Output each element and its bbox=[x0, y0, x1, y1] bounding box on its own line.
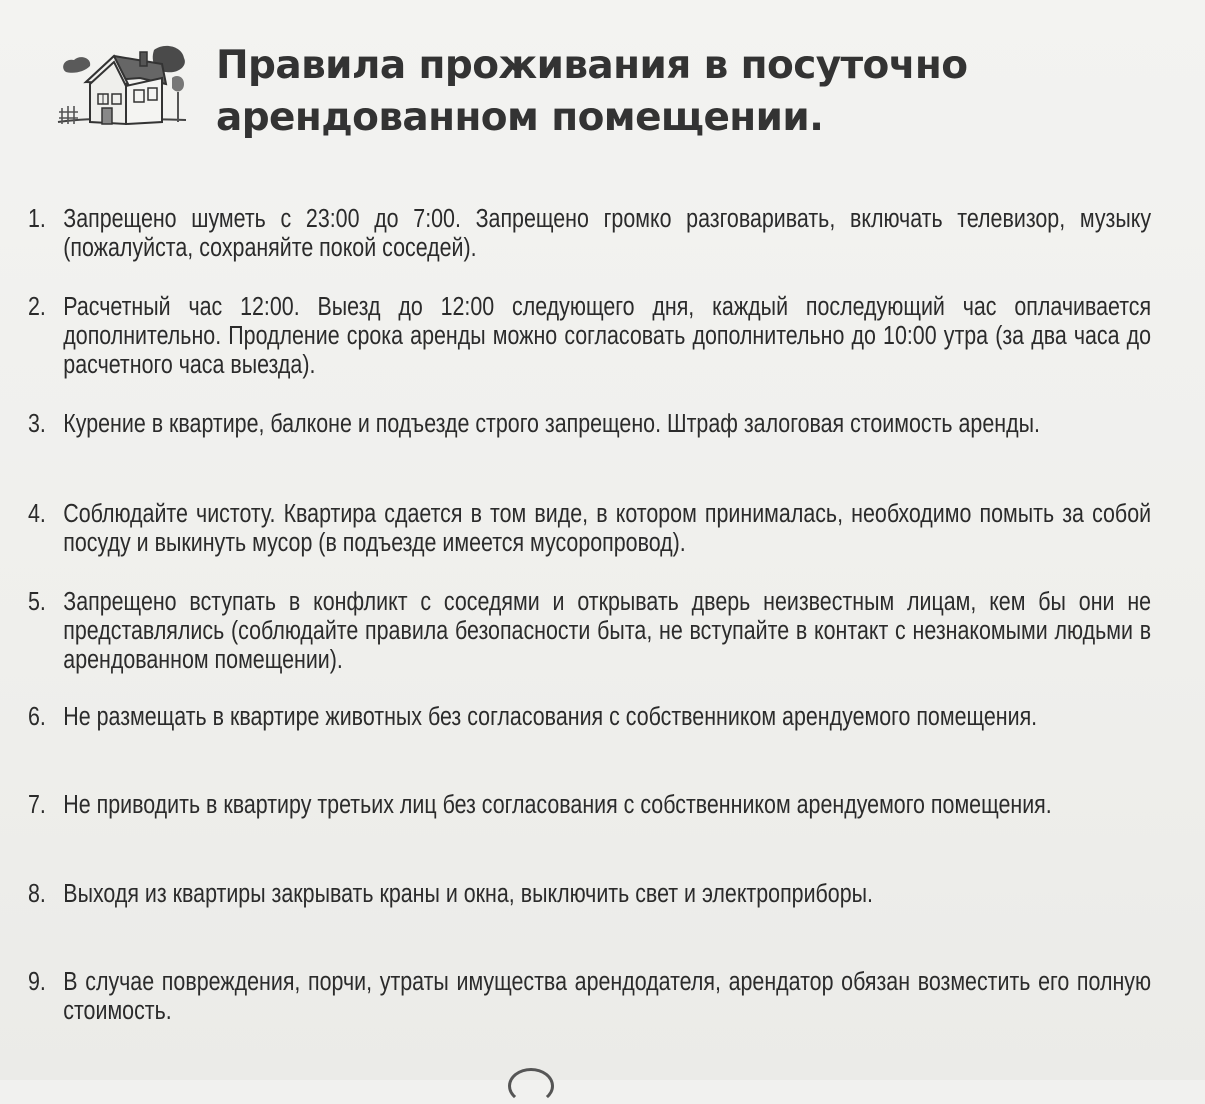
rule-item bbox=[28, 410, 1151, 439]
rule-number: 4. bbox=[28, 500, 46, 528]
rule-number: 8. bbox=[28, 880, 46, 908]
rule-item bbox=[28, 968, 1151, 1026]
page-edge-mark bbox=[508, 1068, 554, 1104]
rule-number: 9. bbox=[28, 968, 46, 996]
rule-number: 5. bbox=[28, 588, 46, 616]
rule-item bbox=[28, 791, 1151, 820]
rule-number: 6. bbox=[28, 703, 46, 731]
rule-number: 2. bbox=[28, 293, 46, 321]
rule-text: Выходя из квартиры закрывать краны и окна, выключить свет и электроприборы. bbox=[63, 880, 873, 908]
rule-item bbox=[28, 703, 1151, 732]
rule-item bbox=[28, 500, 1151, 558]
rule-item bbox=[28, 588, 1151, 675]
rule-text: Расчетный час 12:00. Выезд до 12:00 следующего дня, каждый последующий час оплачивается дополнительно. Продление срока аренды можно согласовать дополнительно до 10:00 утра (за два часа до расчетного часа выезда). bbox=[63, 293, 1152, 379]
rule-number: 1. bbox=[28, 205, 46, 233]
rule-text: Не приводить в квартиру третьих лиц без согласования с собственником арендуемого помещения. bbox=[63, 791, 1052, 819]
title-line-2: арендованном помещении. bbox=[216, 95, 824, 140]
house-icon bbox=[54, 38, 194, 138]
rule-number: 7. bbox=[28, 791, 46, 819]
rule-number: 3. bbox=[28, 410, 46, 438]
rule-text: В случае повреждения, порчи, утраты имущества арендодателя, арендатор обязан возместить его полную стоимость. bbox=[63, 968, 1152, 1025]
rule-text: Запрещено вступать в конфликт с соседями и открывать дверь неизвестным лицам, кем бы они не представлялись (соблюдайте правила безопасности быта, не вступайте в контакт с незнакомыми людьми в арендованном помещении). bbox=[63, 588, 1152, 674]
rule-item bbox=[28, 205, 1151, 263]
document-title bbox=[216, 40, 967, 144]
rule-text: Курение в квартире, балконе и подъезде строго запрещено. Штраф залоговая стоимость аренды. bbox=[63, 410, 1040, 438]
rule-text: Соблюдайте чистоту. Квартира сдается в том виде, в котором принималась, необходимо помыть за собой посуду и выкинуть мусор (в подъезде имеется мусоропровод). bbox=[63, 500, 1152, 557]
title-line-1: Правила проживания в посуточно bbox=[216, 43, 968, 88]
document-header bbox=[50, 30, 1150, 150]
rule-item bbox=[28, 880, 1151, 909]
rule-text: Не размещать в квартире животных без согласования с собственником арендуемого помещения. bbox=[63, 703, 1038, 731]
rule-text: Запрещено шуметь с 23:00 до 7:00. Запрещено громко разговаривать, включать телевизор, музыку (пожалуйста, сохраняйте покой соседей). bbox=[63, 205, 1152, 262]
rule-item bbox=[28, 293, 1151, 380]
